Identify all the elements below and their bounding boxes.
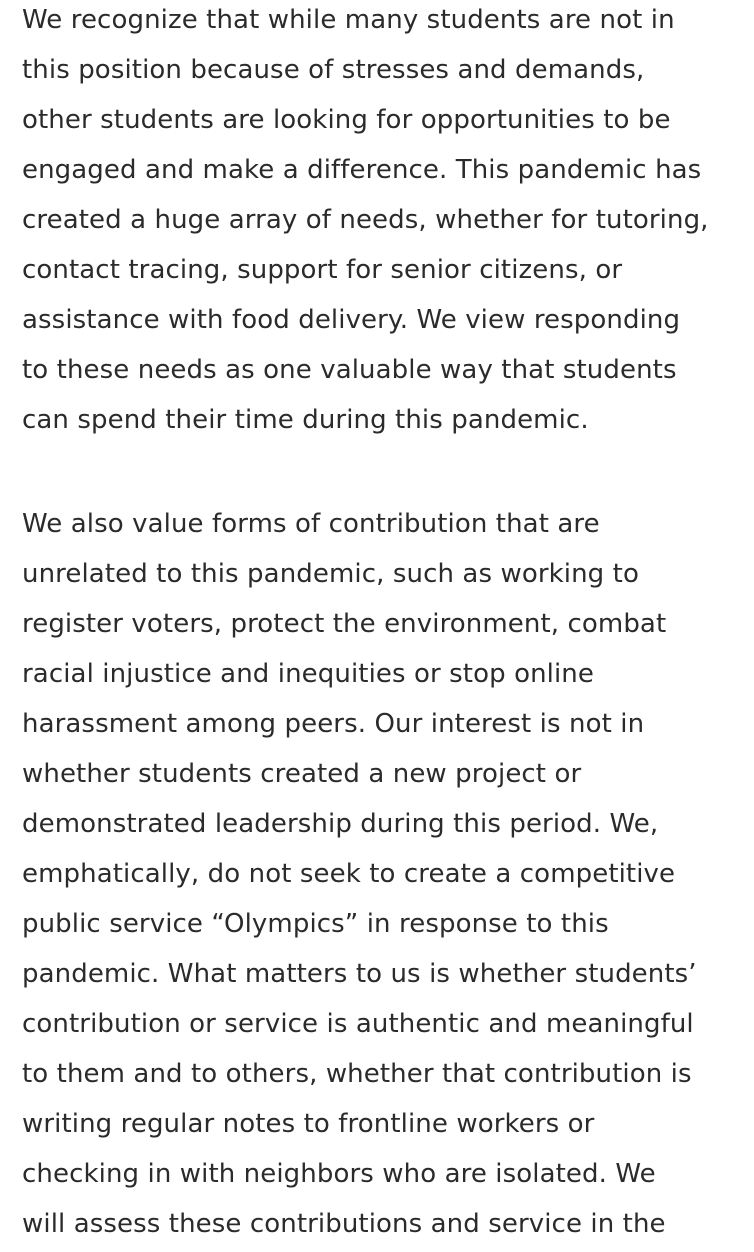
text-line: public service “Olympics” in response to this (22, 909, 609, 939)
text-line: whether students created a new project or (22, 759, 582, 789)
article-body (22, 0, 734, 1249)
text-line: pandemic. What matters to us is whether students’ (22, 959, 697, 989)
text-line: contribution or service is authentic and meaningful (22, 1009, 694, 1039)
text-line: can spend their time during this pandemic. (22, 405, 589, 435)
text-line: other students are looking for opportunities to be (22, 105, 671, 135)
text-line: engaged and make a difference. This pandemic has (22, 155, 702, 185)
text-line: assistance with food delivery. We view responding (22, 305, 681, 335)
text-line: unrelated to this pandemic, such as working to (22, 559, 639, 589)
paragraph-other-contributions (22, 499, 734, 1249)
text-line: We recognize that while many students are not in (22, 5, 675, 35)
text-line: racial injustice and inequities or stop online (22, 659, 594, 689)
text-line: We also value forms of contribution that are (22, 509, 600, 539)
text-line: to these needs as one valuable way that students (22, 355, 677, 385)
paragraph-pandemic-needs (22, 0, 734, 445)
text-line: register voters, protect the environment, combat (22, 609, 667, 639)
text-line: harassment among peers. Our interest is not in (22, 709, 645, 739)
text-line: emphatically, do not seek to create a competitive (22, 859, 676, 889)
text-line: contact tracing, support for senior citizens, or (22, 255, 623, 285)
text-line: this position because of stresses and demands, (22, 55, 645, 85)
text-line: created a huge array of needs, whether for tutoring, (22, 205, 709, 235)
text-line: writing regular notes to frontline workers or (22, 1109, 595, 1139)
paragraph-spacer (22, 445, 734, 499)
text-line: demonstrated leadership during this period. We, (22, 809, 659, 839)
text-line: to them and to others, whether that contribution is (22, 1059, 692, 1089)
text-line: will assess these contributions and service in the (22, 1209, 666, 1239)
text-line: checking in with neighbors who are isolated. We (22, 1159, 656, 1189)
